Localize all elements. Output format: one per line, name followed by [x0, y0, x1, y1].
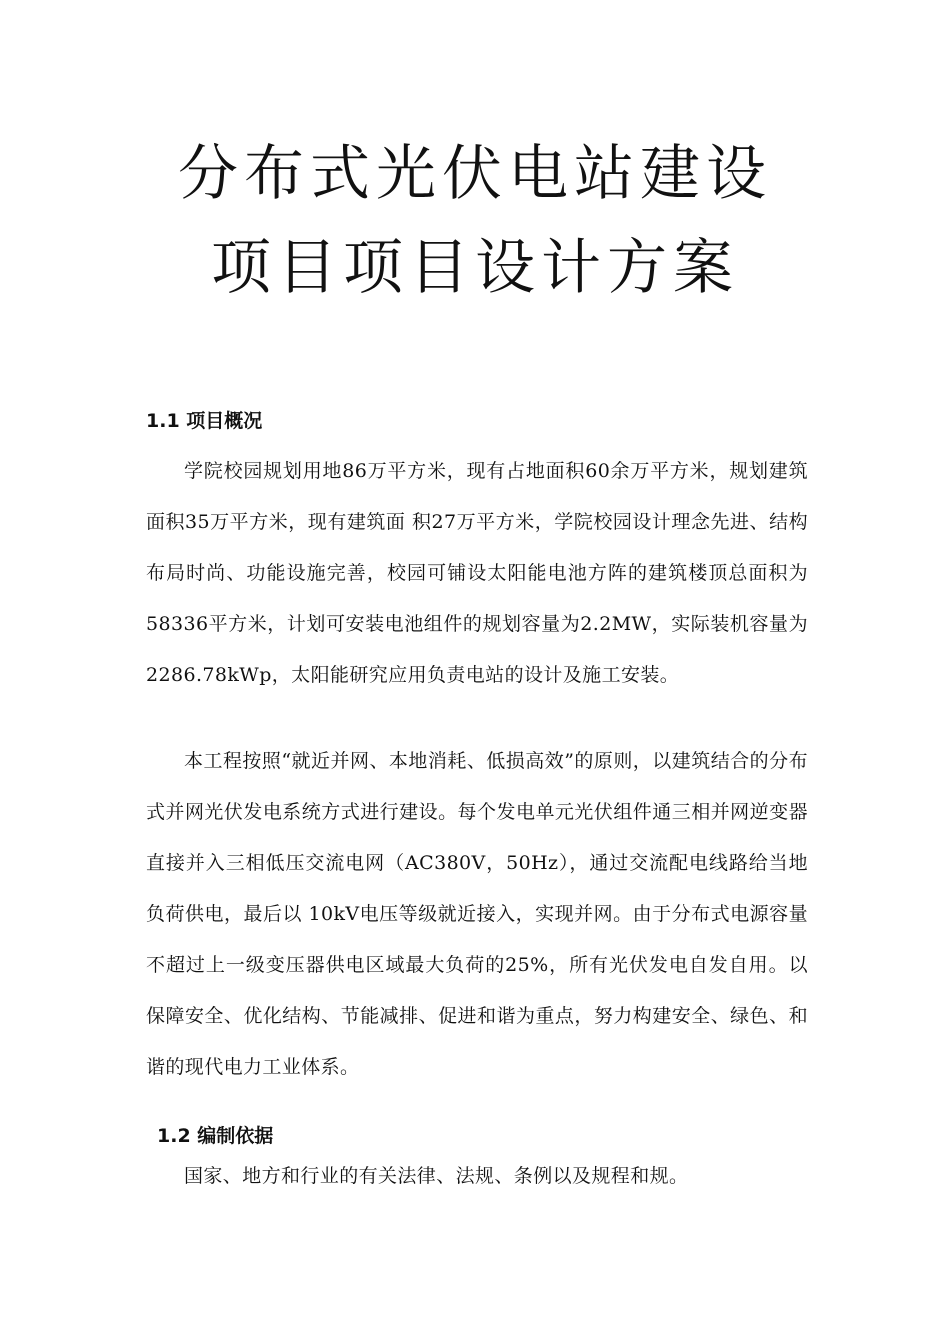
overview-paragraph-2: 本工程按照“就近并网、本地消耗、低损高效”的原则，以建筑结合的分布式并网光伏发电系统方式进行建设。每个发电单元光伏组件通三相并网逆变器直接并入三相低压交流电网（AC380V，50Hz），通过交流配电线路给当地负荷供电，最后以 10kV电压等级就近接入，实现并网。由于分布式电源容量不超过上一级变压器供电区域最大负荷的25%，所有光伏发电自发自用。以保障安全、优化结构、节能减排、促进和谐为重点，努力构建安全、绿色、和谐的现代电力工业体系。 — [146, 750, 808, 1078]
section-heading-overview: 1.1 项目概况 — [146, 410, 263, 432]
basis-paragraph: 国家、地方和行业的有关法律、法规、条例以及规程和规。 — [184, 1165, 689, 1187]
overview-paragraph-1: 学院校园规划用地86万平方米，现有占地面积60余万平方米，规划建筑面积35万平方米，现有建筑面 积27万平方米，学院校园设计理念先进、结构布局时尚、功能设施完善，校园可铺设太阳能电池方阵的建筑楼顶总面积为58336平方米，计划可安装电池组件的规划容量为2.2MW，实际装机容量为2286.78kWp，太阳能研究应用负责电站的设计及施工安装。 — [146, 460, 808, 686]
document-title-line-2: 项目项目设计方案 — [211, 233, 739, 303]
document-title-line-1: 分布式光伏电站建设 — [178, 139, 772, 209]
section-heading-basis: 1.2 编制依据 — [157, 1125, 274, 1147]
